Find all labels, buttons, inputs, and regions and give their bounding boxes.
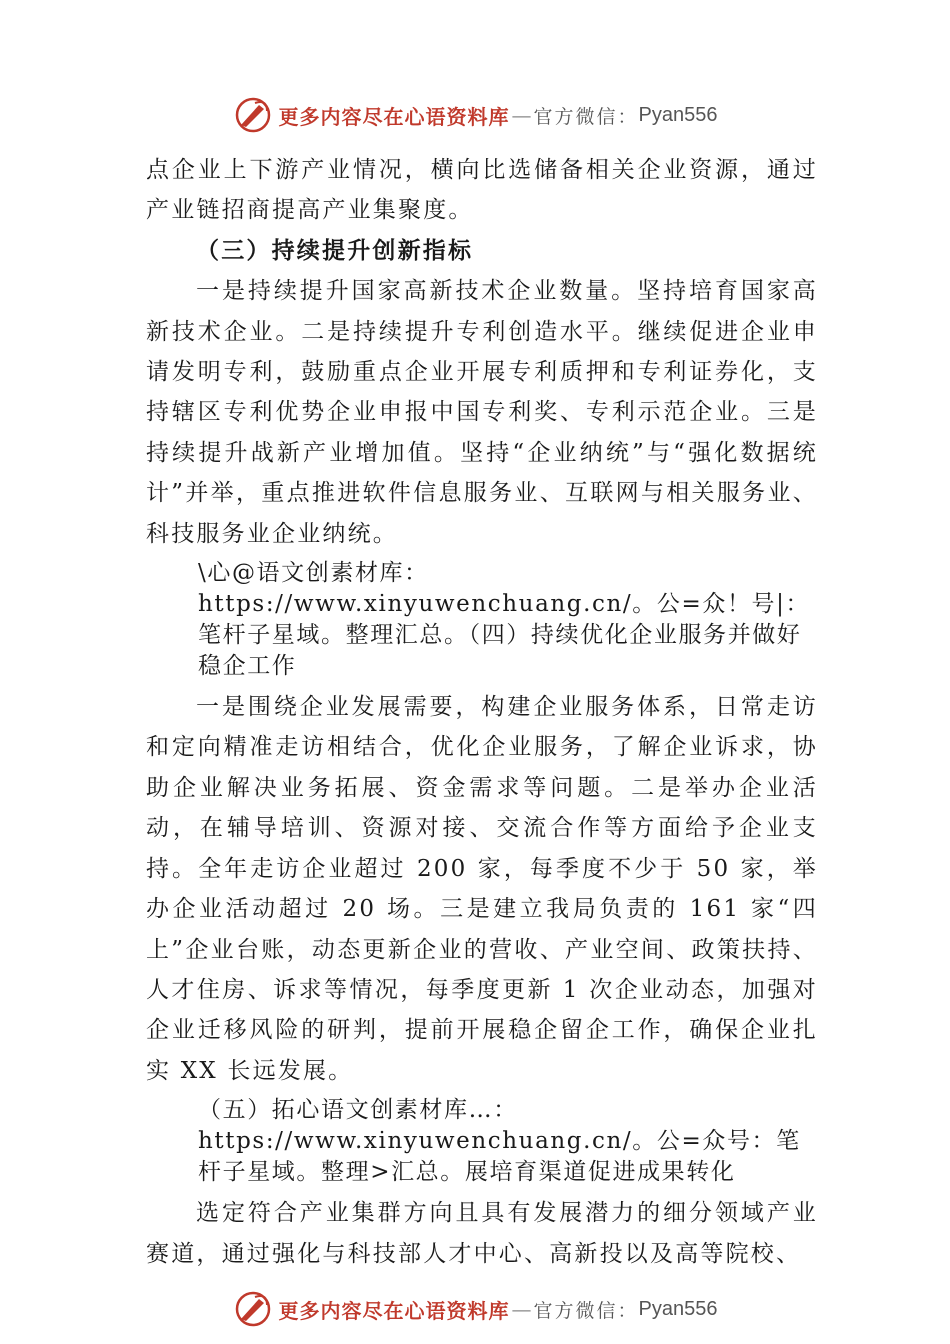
brand-logo-icon — [233, 1289, 273, 1329]
banner-brand: 更多内容尽在心语资料库 — [278, 104, 510, 129]
banner-wechat-label: 官方微信： — [533, 105, 639, 128]
watermark-banner-top — [0, 92, 950, 138]
watermark-note-2: （五）拓心语文创素材库…：https://www.xinyuwenchuang.cn/。公=众号：笔杆子星域。整理>汇总。展培育渠道促进成果转化 — [198, 1097, 801, 1186]
banner-dash: — — [511, 1297, 532, 1321]
banner-brand: 更多内容尽在心语资料库 — [278, 1298, 510, 1323]
paragraph-3: 一是围绕企业发展需要，构建企业服务体系，日常走访和定向精准走访相结合，优化企业服务，了解企业诉求，协助企业解决业务拓展、资金需求等问题。二是举办企业活动，在辅导培训、资源对接、交流合作等方面给予企业支持。全年走访企业超过 200 家，每季度不少于 50 家，举办企业活动超过 20 场。三是建立我局负责的 161 家“四上”企业台账，动态更新企业的营收、产业空间、政策扶持、人才住房、诉求等情况，每季度更新 1 次企业动态，加强对企业迁移风险的研判，提前开展稳企留企工作，确保企业扎实 XX 长远发展。 — [146, 694, 818, 1084]
watermark-banner-bottom — [0, 1286, 950, 1332]
brand-logo-icon — [233, 95, 273, 135]
watermark-note-1: \心@语文创素材库：https://www.xinyuwenchuang.cn/。公=众！号|：笔杆子星域。整理汇总。（四）持续优化企业服务并做好稳企工作 — [198, 560, 811, 680]
banner-wechat-id: Pyan556 — [638, 1297, 718, 1320]
document-body — [146, 150, 818, 1274]
banner-wechat-label: 官方微信： — [533, 1299, 639, 1322]
banner-dash: — — [511, 103, 532, 127]
paragraph-2: 一是持续提升国家高新技术企业数量。坚持培育国家高新技术企业。二是持续提升专利创造水平。继续促进企业申请发明专利，鼓励重点企业开展专利质押和专利证券化，支持辖区专利优势企业申报中国专利奖、专利示范企业。三是持续提升战新产业增加值。坚持“企业纳统”与“强化数据统计”并举，重点推进软件信息服务业、互联网与相关服务业、科技服务业企业纳统。 — [146, 278, 818, 547]
section-heading-3: （三）持续提升创新指标 — [196, 236, 474, 264]
paragraph-4: 选定符合产业集群方向且具有发展潜力的细分领域产业赛道，通过强化与科技部人才中心、高新投以及高等院校、 — [146, 1200, 818, 1267]
banner-wechat-id: Pyan556 — [638, 103, 718, 126]
paragraph-1: 点企业上下游产业情况，横向比选储备相关企业资源，通过产业链招商提高产业集聚度。 — [146, 157, 818, 224]
